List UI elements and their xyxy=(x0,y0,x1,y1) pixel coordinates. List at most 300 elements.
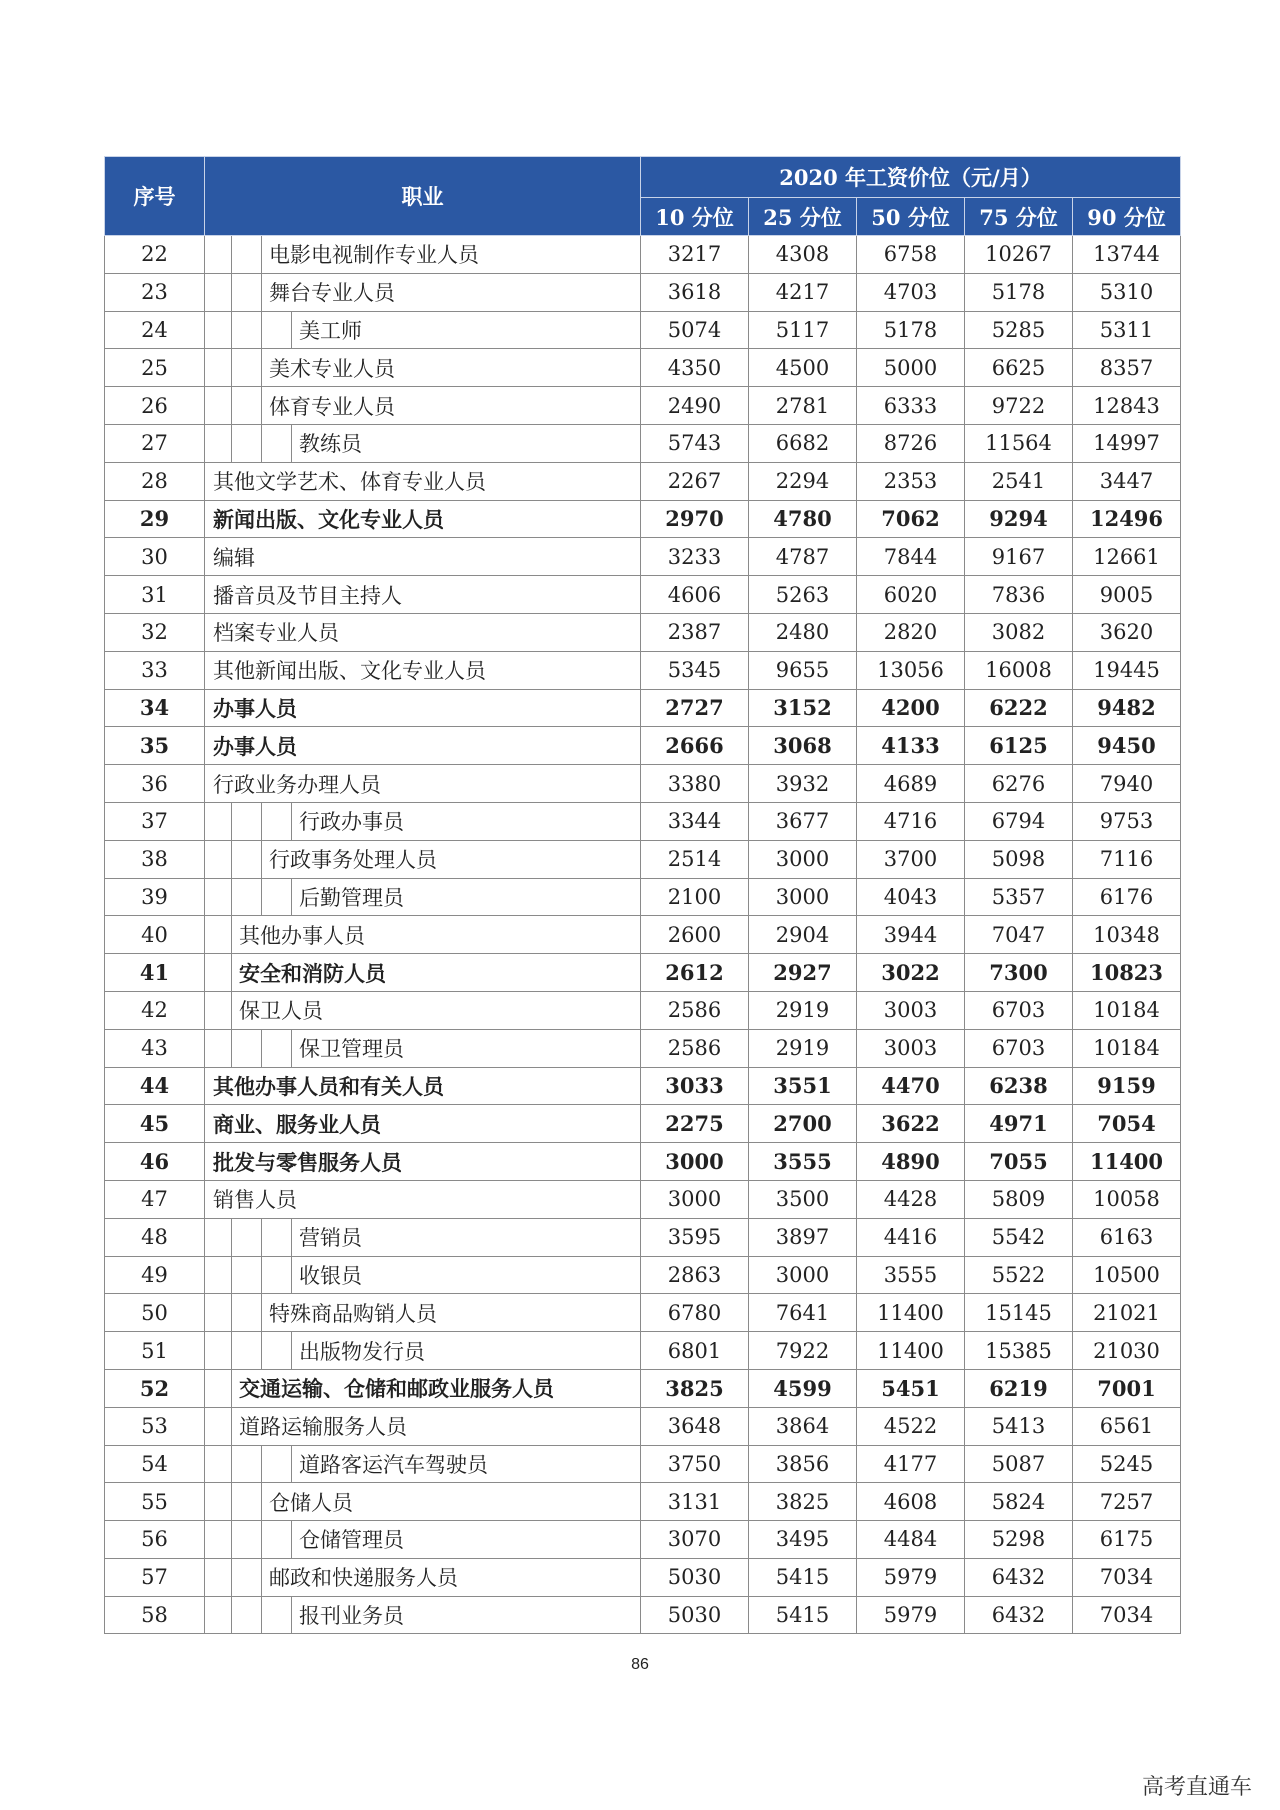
row-p50: 13056 xyxy=(857,651,965,689)
row-p10: 5030 xyxy=(641,1558,749,1596)
row-p75: 6222 xyxy=(965,689,1073,727)
table-row xyxy=(105,1596,1181,1634)
row-p75: 6625 xyxy=(965,349,1073,387)
table-row xyxy=(105,1067,1181,1105)
row-serial-number: 25 xyxy=(105,349,205,387)
row-occupation: 后勤管理员 xyxy=(205,878,641,916)
row-p50: 4133 xyxy=(857,727,965,765)
row-p75: 10267 xyxy=(965,236,1073,274)
row-p75: 6238 xyxy=(965,1067,1073,1105)
row-p10: 3648 xyxy=(641,1407,749,1445)
table-row xyxy=(105,424,1181,462)
row-serial-number: 22 xyxy=(105,236,205,274)
row-occupation: 道路运输服务人员 xyxy=(205,1407,641,1445)
watermark: 高考直通车 xyxy=(1141,1775,1252,1800)
row-p90: 19445 xyxy=(1073,651,1181,689)
row-p10: 2863 xyxy=(641,1256,749,1294)
row-p25: 3897 xyxy=(749,1218,857,1256)
wage-table xyxy=(104,156,1181,1634)
row-serial-number: 26 xyxy=(105,387,205,425)
row-p75: 5522 xyxy=(965,1256,1073,1294)
row-occupation: 体育专业人员 xyxy=(205,387,641,425)
row-p25: 3825 xyxy=(749,1483,857,1521)
row-p25: 4787 xyxy=(749,538,857,576)
row-p25: 3000 xyxy=(749,878,857,916)
header-serial-number: 序号 xyxy=(105,157,205,236)
table-row xyxy=(105,689,1181,727)
header-occupation: 职业 xyxy=(205,157,641,236)
row-p25: 5415 xyxy=(749,1596,857,1634)
row-p75: 3082 xyxy=(965,613,1073,651)
row-p75: 4971 xyxy=(965,1105,1073,1143)
table-row xyxy=(105,236,1181,274)
row-p50: 2820 xyxy=(857,613,965,651)
header-p25: 25 分位 xyxy=(749,198,857,236)
row-p90: 12843 xyxy=(1073,387,1181,425)
row-p75: 6794 xyxy=(965,802,1073,840)
row-p25: 3856 xyxy=(749,1445,857,1483)
row-p90: 6561 xyxy=(1073,1407,1181,1445)
row-p75: 5098 xyxy=(965,840,1073,878)
row-p10: 4606 xyxy=(641,576,749,614)
row-occupation: 编辑 xyxy=(205,538,641,576)
row-p90: 3620 xyxy=(1073,613,1181,651)
row-occupation: 行政业务办理人员 xyxy=(205,765,641,803)
row-p10: 5743 xyxy=(641,424,749,462)
row-p10: 3000 xyxy=(641,1143,749,1181)
row-p10: 3344 xyxy=(641,802,749,840)
row-serial-number: 47 xyxy=(105,1180,205,1218)
table-row xyxy=(105,1407,1181,1445)
row-occupation: 报刊业务员 xyxy=(205,1596,641,1634)
row-occupation: 美术专业人员 xyxy=(205,349,641,387)
row-serial-number: 31 xyxy=(105,576,205,614)
row-p25: 2294 xyxy=(749,462,857,500)
row-p75: 5357 xyxy=(965,878,1073,916)
row-p25: 4308 xyxy=(749,236,857,274)
row-p75: 7836 xyxy=(965,576,1073,614)
row-p50: 4470 xyxy=(857,1067,965,1105)
row-p10: 5074 xyxy=(641,311,749,349)
row-serial-number: 44 xyxy=(105,1067,205,1105)
row-p10: 3618 xyxy=(641,273,749,311)
row-p25: 2927 xyxy=(749,954,857,992)
table-row xyxy=(105,387,1181,425)
table-row xyxy=(105,1483,1181,1521)
row-p25: 4217 xyxy=(749,273,857,311)
row-serial-number: 38 xyxy=(105,840,205,878)
row-p50: 4608 xyxy=(857,1483,965,1521)
row-p10: 3595 xyxy=(641,1218,749,1256)
row-p50: 4522 xyxy=(857,1407,965,1445)
row-serial-number: 48 xyxy=(105,1218,205,1256)
page-number: 86 xyxy=(631,1656,649,1673)
row-p75: 6432 xyxy=(965,1558,1073,1596)
row-p10: 2970 xyxy=(641,500,749,538)
row-occupation: 档案专业人员 xyxy=(205,613,641,651)
row-p90: 8357 xyxy=(1073,349,1181,387)
row-p50: 4200 xyxy=(857,689,965,727)
row-p25: 3555 xyxy=(749,1143,857,1181)
row-p90: 7001 xyxy=(1073,1369,1181,1407)
row-serial-number: 54 xyxy=(105,1445,205,1483)
row-serial-number: 23 xyxy=(105,273,205,311)
table-row xyxy=(105,802,1181,840)
row-p25: 2480 xyxy=(749,613,857,651)
row-p75: 7055 xyxy=(965,1143,1073,1181)
row-p75: 7047 xyxy=(965,916,1073,954)
row-p10: 3825 xyxy=(641,1369,749,1407)
table-row xyxy=(105,1105,1181,1143)
row-serial-number: 50 xyxy=(105,1294,205,1332)
row-p90: 11400 xyxy=(1073,1143,1181,1181)
row-p50: 5178 xyxy=(857,311,965,349)
row-occupation: 播音员及节目主持人 xyxy=(205,576,641,614)
table-row xyxy=(105,538,1181,576)
row-p90: 12661 xyxy=(1073,538,1181,576)
row-occupation: 办事人员 xyxy=(205,689,641,727)
row-p10: 2514 xyxy=(641,840,749,878)
table-row xyxy=(105,765,1181,803)
row-p90: 13744 xyxy=(1073,236,1181,274)
row-p75: 9722 xyxy=(965,387,1073,425)
row-p50: 2353 xyxy=(857,462,965,500)
row-occupation: 新闻出版、文化专业人员 xyxy=(205,500,641,538)
table-row xyxy=(105,1558,1181,1596)
row-p10: 3380 xyxy=(641,765,749,803)
row-p25: 6682 xyxy=(749,424,857,462)
row-p10: 5345 xyxy=(641,651,749,689)
row-serial-number: 56 xyxy=(105,1521,205,1559)
table-row xyxy=(105,1029,1181,1067)
row-p10: 2490 xyxy=(641,387,749,425)
row-p90: 14997 xyxy=(1073,424,1181,462)
row-p90: 21030 xyxy=(1073,1332,1181,1370)
row-p50: 6758 xyxy=(857,236,965,274)
row-p90: 6163 xyxy=(1073,1218,1181,1256)
row-occupation: 特殊商品购销人员 xyxy=(205,1294,641,1332)
row-serial-number: 37 xyxy=(105,802,205,840)
row-p10: 3233 xyxy=(641,538,749,576)
row-occupation: 批发与零售服务人员 xyxy=(205,1143,641,1181)
row-occupation: 仓储人员 xyxy=(205,1483,641,1521)
row-p25: 3551 xyxy=(749,1067,857,1105)
row-serial-number: 42 xyxy=(105,991,205,1029)
row-p10: 3000 xyxy=(641,1180,749,1218)
table-row xyxy=(105,878,1181,916)
row-p90: 6176 xyxy=(1073,878,1181,916)
row-serial-number: 33 xyxy=(105,651,205,689)
row-p25: 3000 xyxy=(749,1256,857,1294)
row-serial-number: 35 xyxy=(105,727,205,765)
row-occupation: 交通运输、仓储和邮政业服务人员 xyxy=(205,1369,641,1407)
row-serial-number: 51 xyxy=(105,1332,205,1370)
row-serial-number: 45 xyxy=(105,1105,205,1143)
row-p75: 7300 xyxy=(965,954,1073,992)
row-p75: 6219 xyxy=(965,1369,1073,1407)
row-serial-number: 27 xyxy=(105,424,205,462)
row-p50: 4484 xyxy=(857,1521,965,1559)
row-p50: 3555 xyxy=(857,1256,965,1294)
row-p75: 2541 xyxy=(965,462,1073,500)
table-row xyxy=(105,273,1181,311)
row-serial-number: 34 xyxy=(105,689,205,727)
table-row xyxy=(105,613,1181,651)
row-p50: 7062 xyxy=(857,500,965,538)
table-row xyxy=(105,1256,1181,1294)
row-p75: 5824 xyxy=(965,1483,1073,1521)
row-p25: 7641 xyxy=(749,1294,857,1332)
row-occupation: 行政事务处理人员 xyxy=(205,840,641,878)
row-p25: 2700 xyxy=(749,1105,857,1143)
row-occupation: 邮政和快递服务人员 xyxy=(205,1558,641,1596)
row-p10: 2387 xyxy=(641,613,749,651)
row-serial-number: 32 xyxy=(105,613,205,651)
row-p50: 4703 xyxy=(857,273,965,311)
row-serial-number: 40 xyxy=(105,916,205,954)
row-p75: 6276 xyxy=(965,765,1073,803)
row-p75: 5542 xyxy=(965,1218,1073,1256)
row-p90: 3447 xyxy=(1073,462,1181,500)
table-row xyxy=(105,500,1181,538)
row-p75: 5298 xyxy=(965,1521,1073,1559)
table-row xyxy=(105,651,1181,689)
row-occupation: 保卫管理员 xyxy=(205,1029,641,1067)
row-p75: 6703 xyxy=(965,991,1073,1029)
row-p10: 2612 xyxy=(641,954,749,992)
row-p90: 7034 xyxy=(1073,1596,1181,1634)
row-p25: 3000 xyxy=(749,840,857,878)
row-p90: 5245 xyxy=(1073,1445,1181,1483)
row-p50: 11400 xyxy=(857,1332,965,1370)
row-p75: 11564 xyxy=(965,424,1073,462)
row-p90: 7257 xyxy=(1073,1483,1181,1521)
row-p25: 7922 xyxy=(749,1332,857,1370)
row-p50: 3003 xyxy=(857,1029,965,1067)
row-p75: 5178 xyxy=(965,273,1073,311)
row-serial-number: 29 xyxy=(105,500,205,538)
row-occupation: 电影电视制作专业人员 xyxy=(205,236,641,274)
row-p10: 2586 xyxy=(641,991,749,1029)
row-occupation: 办事人员 xyxy=(205,727,641,765)
table-row xyxy=(105,840,1181,878)
row-occupation: 其他办事人员 xyxy=(205,916,641,954)
row-p25: 5415 xyxy=(749,1558,857,1596)
row-occupation: 安全和消防人员 xyxy=(205,954,641,992)
header-p90: 90 分位 xyxy=(1073,198,1181,236)
row-occupation: 美工师 xyxy=(205,311,641,349)
row-p90: 10184 xyxy=(1073,1029,1181,1067)
row-p25: 5263 xyxy=(749,576,857,614)
row-p10: 4350 xyxy=(641,349,749,387)
row-p25: 4500 xyxy=(749,349,857,387)
row-occupation: 商业、服务业人员 xyxy=(205,1105,641,1143)
row-p50: 4416 xyxy=(857,1218,965,1256)
row-p90: 5311 xyxy=(1073,311,1181,349)
table-row xyxy=(105,1143,1181,1181)
row-occupation: 舞台专业人员 xyxy=(205,273,641,311)
row-p75: 5285 xyxy=(965,311,1073,349)
row-p90: 9753 xyxy=(1073,802,1181,840)
table-row xyxy=(105,462,1181,500)
row-p50: 3003 xyxy=(857,991,965,1029)
header-p50: 50 分位 xyxy=(857,198,965,236)
row-p25: 4599 xyxy=(749,1369,857,1407)
row-p10: 3070 xyxy=(641,1521,749,1559)
row-p75: 9294 xyxy=(965,500,1073,538)
row-p25: 3864 xyxy=(749,1407,857,1445)
row-p50: 5979 xyxy=(857,1558,965,1596)
row-p50: 4428 xyxy=(857,1180,965,1218)
row-p75: 9167 xyxy=(965,538,1073,576)
row-serial-number: 39 xyxy=(105,878,205,916)
row-p10: 2600 xyxy=(641,916,749,954)
row-p10: 3033 xyxy=(641,1067,749,1105)
row-p50: 5451 xyxy=(857,1369,965,1407)
row-serial-number: 43 xyxy=(105,1029,205,1067)
row-p90: 7034 xyxy=(1073,1558,1181,1596)
row-serial-number: 52 xyxy=(105,1369,205,1407)
table-row xyxy=(105,1180,1181,1218)
row-p75: 5809 xyxy=(965,1180,1073,1218)
row-p25: 9655 xyxy=(749,651,857,689)
row-serial-number: 58 xyxy=(105,1596,205,1634)
table-row xyxy=(105,727,1181,765)
row-p25: 2904 xyxy=(749,916,857,954)
row-p10: 5030 xyxy=(641,1596,749,1634)
row-p50: 6333 xyxy=(857,387,965,425)
row-serial-number: 24 xyxy=(105,311,205,349)
row-p90: 7940 xyxy=(1073,765,1181,803)
row-p75: 15385 xyxy=(965,1332,1073,1370)
table-row xyxy=(105,954,1181,992)
table-row xyxy=(105,311,1181,349)
table-row xyxy=(105,349,1181,387)
row-p90: 7054 xyxy=(1073,1105,1181,1143)
row-p50: 4716 xyxy=(857,802,965,840)
row-occupation: 仓储管理员 xyxy=(205,1521,641,1559)
row-p90: 10184 xyxy=(1073,991,1181,1029)
row-serial-number: 36 xyxy=(105,765,205,803)
row-p25: 2919 xyxy=(749,1029,857,1067)
row-p90: 10823 xyxy=(1073,954,1181,992)
header-p10: 10 分位 xyxy=(641,198,749,236)
header-p75: 75 分位 xyxy=(965,198,1073,236)
row-p90: 7116 xyxy=(1073,840,1181,878)
row-p50: 4043 xyxy=(857,878,965,916)
row-occupation: 道路客运汽车驾驶员 xyxy=(205,1445,641,1483)
table-row xyxy=(105,1218,1181,1256)
row-p90: 9159 xyxy=(1073,1067,1181,1105)
row-p10: 6780 xyxy=(641,1294,749,1332)
row-p50: 3022 xyxy=(857,954,965,992)
row-serial-number: 30 xyxy=(105,538,205,576)
table-body xyxy=(105,236,1181,1634)
row-p75: 15145 xyxy=(965,1294,1073,1332)
row-p10: 2275 xyxy=(641,1105,749,1143)
row-occupation: 保卫人员 xyxy=(205,991,641,1029)
table-row xyxy=(105,991,1181,1029)
row-p10: 6801 xyxy=(641,1332,749,1370)
row-p90: 10348 xyxy=(1073,916,1181,954)
row-p50: 4890 xyxy=(857,1143,965,1181)
table-row xyxy=(105,1369,1181,1407)
row-p50: 3700 xyxy=(857,840,965,878)
table-row xyxy=(105,576,1181,614)
row-p90: 6175 xyxy=(1073,1521,1181,1559)
row-serial-number: 55 xyxy=(105,1483,205,1521)
row-serial-number: 57 xyxy=(105,1558,205,1596)
row-serial-number: 53 xyxy=(105,1407,205,1445)
row-p90: 5310 xyxy=(1073,273,1181,311)
row-occupation: 行政办事员 xyxy=(205,802,641,840)
row-p50: 8726 xyxy=(857,424,965,462)
row-p10: 2586 xyxy=(641,1029,749,1067)
row-p25: 3495 xyxy=(749,1521,857,1559)
row-p10: 3750 xyxy=(641,1445,749,1483)
row-occupation: 销售人员 xyxy=(205,1180,641,1218)
row-p90: 10500 xyxy=(1073,1256,1181,1294)
row-p75: 6432 xyxy=(965,1596,1073,1634)
row-occupation: 出版物发行员 xyxy=(205,1332,641,1370)
row-p10: 2666 xyxy=(641,727,749,765)
row-serial-number: 28 xyxy=(105,462,205,500)
row-p25: 3152 xyxy=(749,689,857,727)
table-row xyxy=(105,916,1181,954)
row-serial-number: 46 xyxy=(105,1143,205,1181)
table-row xyxy=(105,1332,1181,1370)
row-occupation: 其他办事人员和有关人员 xyxy=(205,1067,641,1105)
row-p75: 5413 xyxy=(965,1407,1073,1445)
row-p90: 9450 xyxy=(1073,727,1181,765)
row-p25: 3068 xyxy=(749,727,857,765)
row-p25: 5117 xyxy=(749,311,857,349)
row-p10: 2100 xyxy=(641,878,749,916)
row-serial-number: 49 xyxy=(105,1256,205,1294)
row-p10: 2727 xyxy=(641,689,749,727)
row-p50: 3622 xyxy=(857,1105,965,1143)
table-row xyxy=(105,1445,1181,1483)
row-p25: 4780 xyxy=(749,500,857,538)
row-p10: 3131 xyxy=(641,1483,749,1521)
row-serial-number: 41 xyxy=(105,954,205,992)
row-p90: 9482 xyxy=(1073,689,1181,727)
table-row xyxy=(105,1521,1181,1559)
row-p50: 5000 xyxy=(857,349,965,387)
row-p50: 3944 xyxy=(857,916,965,954)
row-p50: 4177 xyxy=(857,1445,965,1483)
header-wage-group: 2020 年工资价位（元/月） xyxy=(641,157,1181,198)
row-occupation: 其他新闻出版、文化专业人员 xyxy=(205,651,641,689)
table-row xyxy=(105,1294,1181,1332)
row-p75: 6703 xyxy=(965,1029,1073,1067)
row-p90: 10058 xyxy=(1073,1180,1181,1218)
row-p50: 4689 xyxy=(857,765,965,803)
row-p90: 9005 xyxy=(1073,576,1181,614)
row-p25: 2781 xyxy=(749,387,857,425)
row-p50: 5979 xyxy=(857,1596,965,1634)
row-p75: 16008 xyxy=(965,651,1073,689)
row-p50: 6020 xyxy=(857,576,965,614)
row-p90: 12496 xyxy=(1073,500,1181,538)
row-p25: 3677 xyxy=(749,802,857,840)
row-p75: 5087 xyxy=(965,1445,1073,1483)
row-occupation: 其他文学艺术、体育专业人员 xyxy=(205,462,641,500)
row-p25: 3500 xyxy=(749,1180,857,1218)
row-p90: 21021 xyxy=(1073,1294,1181,1332)
row-occupation: 营销员 xyxy=(205,1218,641,1256)
row-p50: 11400 xyxy=(857,1294,965,1332)
